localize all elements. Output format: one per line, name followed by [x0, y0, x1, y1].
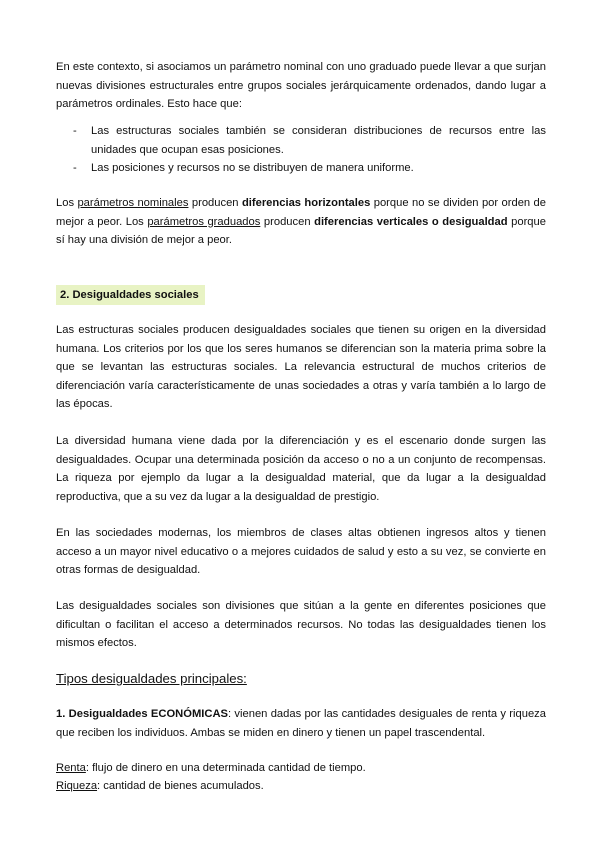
section-paragraph-4: Las desigualdades sociales son divisiones que sitúan a la gente en diferentes posiciones que dificultan o facilitan el acceso a determinados recursos. No todas las desigualdades tienen los mismos efectos.: [56, 600, 546, 650]
section-heading: 2. Desigualdades sociales: [56, 285, 205, 305]
nominal-params-link: parámetros nominales: [77, 197, 189, 209]
economic-label: 1. Desigualdades ECONÓMICAS: [56, 708, 228, 720]
params-paragraph: [56, 194, 546, 250]
vertical-differences: diferencias verticales o desigualdad: [314, 215, 508, 228]
list-item: [56, 122, 546, 159]
renta-text: : flujo de dinero en una determinada cantidad de tiempo.: [85, 762, 366, 774]
horizontal-differences: diferencias horizontales: [241, 197, 371, 209]
list-item: [56, 159, 546, 178]
dash-marker: -: [73, 125, 77, 137]
riqueza-label: Riqueza: [56, 780, 98, 792]
economic-text: : vienen dadas por las cantidades desiguales de renta y riqueza que reciben los individuos. Ambas se miden en dinero y tienen un papel trascendental.: [56, 708, 546, 739]
types-subtitle: Tipos desigualdades principales:: [56, 671, 247, 686]
bullet-text: Las posiciones y recursos no se distribuyen de manera uniforme.: [91, 162, 414, 175]
riqueza-text: : cantidad de bienes acumulados.: [97, 780, 264, 792]
params-text-4: producen: [260, 215, 315, 228]
section-paragraph-2: La diversidad humana viene dada por la diferenciación y es el escenario donde surgen las desigualdades. Ocupar una determinada posición da acceso o no a un conjunto de recompensas. La riqueza por ejemplo da lugar a la desigualdad material, que da lugar a la desigualdad reproductiva, que a su vez da lugar a la desigualdad de prestigio.: [56, 435, 546, 503]
riqueza-definition: [56, 777, 546, 796]
dash-marker: -: [73, 162, 77, 175]
section-paragraph-1: Las estructuras sociales producen desigualdades sociales que tienen su origen en la diversidad humana. Los criterios por los que los seres humanos se diferencian son la materia prima sobre la que se levantan las estructuras sociales. La relevancia estructural de muchos criterios de diferenciación varía característicamente de unas sociedades a otras y varía también a lo largo de las épocas.: [56, 324, 546, 411]
intro-text: En este contexto, si asociamos un parámetro nominal con uno graduado puede llevar a que surjan nuevas divisiones estructurales entre grupos sociales jerárquicamente ordenados, dando lugar a parámetros ordinales. Esto hace que:: [56, 61, 546, 111]
graduated-params-link: parámetros graduados: [147, 215, 261, 228]
intro-paragraph: [56, 58, 546, 114]
bullet-text: Las estructuras sociales también se consideran distribuciones de recursos entre las unidades que ocupan esas posiciones.: [91, 125, 546, 156]
params-text-3: porque no se dividen por orden de mejor a peor. Los: [56, 197, 546, 228]
bullet-list: [56, 122, 546, 178]
renta-definition: [56, 759, 546, 778]
params-text-5: porque sí hay una división de mejor a peor.: [56, 215, 546, 247]
params-text-2: producen: [188, 197, 242, 209]
renta-label: Renta: [56, 762, 86, 774]
params-text-1: Los: [56, 197, 78, 209]
economic-paragraph: [56, 705, 546, 742]
section-paragraph-3: En las sociedades modernas, los miembros de clases altas obtienen ingresos altos y tienen acceso a un mayor nivel educativo o a mejores cuidados de salud y esto a su vez, se convierte en otras formas de desigualdad.: [56, 527, 546, 577]
